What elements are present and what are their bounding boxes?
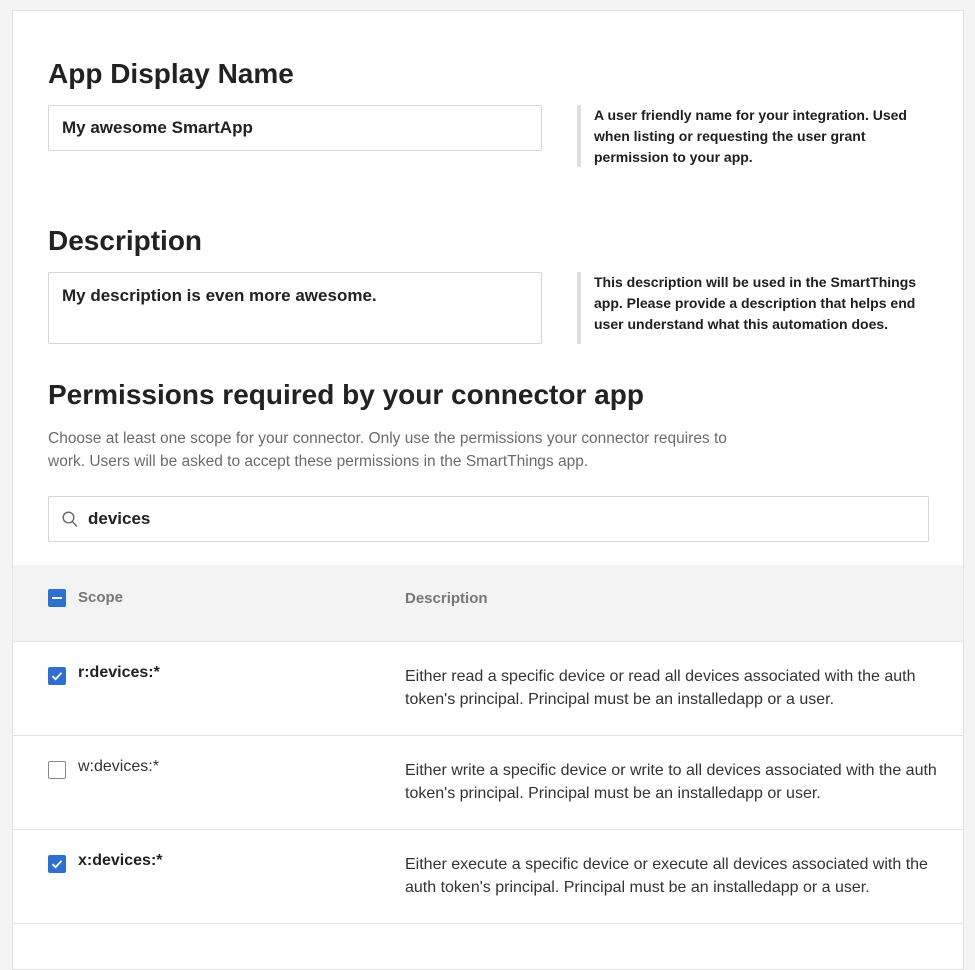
table-row: [13, 736, 963, 830]
select-all-checkbox[interactable]: [48, 589, 66, 607]
search-icon: [62, 511, 78, 528]
scope-description: Either write a specific device or write to all devices associated with the auth token's principal. Principal must be an installedapp or user.: [405, 762, 937, 802]
description-input[interactable]: [48, 272, 542, 344]
table-header: [13, 565, 963, 642]
scope-checkbox[interactable]: [48, 667, 66, 685]
scope-column-header: Scope: [78, 589, 124, 606]
minus-icon: [52, 597, 62, 599]
description-help: This description will be used in the SmartThings app. Please provide a description that helps end user understand what this automation does.: [577, 272, 937, 344]
scope-description: Either execute a specific device or execute all devices associated with the auth token's principal. Principal must be an installedapp or a user.: [405, 856, 928, 896]
permissions-heading: Permissions required by your connector app: [48, 379, 644, 410]
table-row: [13, 830, 963, 924]
scope-checkbox[interactable]: [48, 855, 66, 873]
scope-description: Either read a specific device or read all devices associated with the auth token's principal. Principal must be an installedapp or a user.: [405, 668, 916, 708]
scope-checkbox[interactable]: [48, 761, 66, 779]
scope-search[interactable]: [48, 496, 929, 542]
app-name-help: A user friendly name for your integration. Used when listing or requesting the user grant permission to your app.: [577, 105, 937, 167]
table-row: [13, 642, 963, 736]
settings-card: [12, 10, 964, 970]
description-heading: Description: [48, 225, 203, 256]
check-icon: [51, 859, 63, 869]
scope-name: x:devices:*: [78, 852, 163, 869]
scope-name: w:devices:*: [78, 758, 159, 775]
check-icon: [51, 671, 63, 681]
search-input[interactable]: [86, 508, 890, 530]
permissions-subtext: Choose at least one scope for your connector. Only use the permissions your connector requires to work. Users will be asked to accept these permissions in the SmartThings app.: [48, 430, 727, 470]
scope-name: r:devices:*: [78, 664, 160, 681]
description-column-header: Description: [405, 590, 488, 607]
app-name-input[interactable]: [48, 105, 542, 151]
app-name-heading: App Display Name: [48, 58, 294, 89]
